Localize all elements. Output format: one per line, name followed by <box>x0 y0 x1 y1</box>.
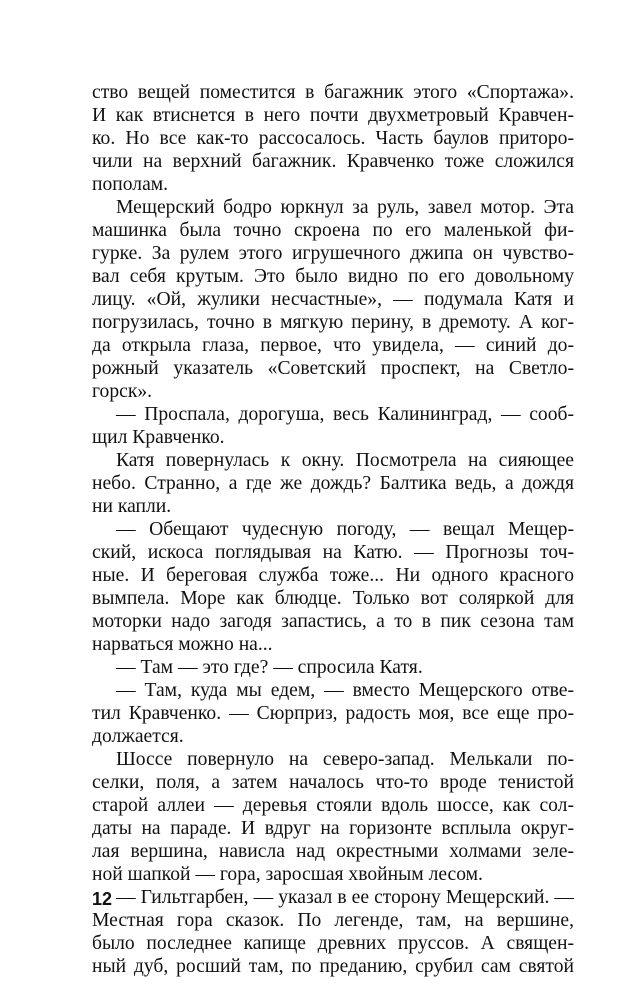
text-line: — Там — это где? — спросила Катя. <box>116 657 423 678</box>
text-line: вал себя крутым. Это было видно по его довольному <box>92 266 574 287</box>
text-line: ный дуб, росший там, по преданию, срубил сам святой <box>92 956 574 977</box>
text-line: — Проспала, дорогуша, весь Калининград, — сооб- <box>116 404 574 425</box>
text-line: ко. Но все как-то рассосалось. Часть баулов приторо- <box>92 128 574 149</box>
text-line: лая вершина, нависла над окрестными холмами зеле- <box>92 841 574 862</box>
text-line: — Там, куда мы едем, — вместо Мещерского отве- <box>116 680 574 701</box>
text-line: — Гильтгарбен, — указал в ее сторону Мещерский. — <box>116 887 574 908</box>
text-line: Шоссе повернуло на северо-запад. Мелькали по- <box>116 749 574 770</box>
text-line: ни капли. <box>92 496 172 517</box>
text-line: Катя повернулась к окну. Посмотрела на сияющее <box>116 450 574 471</box>
text-line: нарваться можно на... <box>92 634 273 655</box>
text-line: щил Кравченко. <box>92 427 225 448</box>
text-line: погрузилась, точно в мягкую перину, в дремоту. А ког- <box>92 312 574 333</box>
text-line: ский, искоса поглядывая на Катю. — Прогнозы точ- <box>92 542 574 563</box>
text-line: — Обещают чудесную погоду, — вещал Мещер- <box>116 519 574 540</box>
text-line: Местная гора сказок. По легенде, там, на вершине, <box>92 910 574 931</box>
page-text-block <box>92 81 574 978</box>
text-line: ство вещей поместится в багажник этого «Спортажа». <box>92 82 574 103</box>
page-number: 12 <box>92 889 113 909</box>
text-line: должается. <box>92 726 184 747</box>
text-line: селки, поля, а затем началось что-то вроде тенистой <box>92 772 574 793</box>
text-line: пополам. <box>92 174 169 195</box>
text-line: моторки надо загодя запастись, а то в пик сезона там <box>92 611 574 632</box>
text-line: горск». <box>92 381 153 402</box>
text-line: тил Кравченко. — Сюрприз, радость моя, все еще про- <box>92 703 574 724</box>
text-line: рожный указатель «Советский проспект, на Светло- <box>92 358 574 379</box>
text-line: лицу. «Ой, жулики несчастные», — подумала Катя и <box>92 289 574 310</box>
text-line: Мещерский бодро юркнул за руль, завел мотор. Эта <box>116 197 574 218</box>
text-line: небо. Странно, а где же дождь? Балтика ведь, а дождя <box>92 473 574 494</box>
text-line: ные. И береговая служба тоже... Ни одного красного <box>92 565 574 586</box>
text-line: вымпела. Море как блюдце. Только вот соляркой для <box>92 588 574 609</box>
text-line: гурке. За рулем этого игрушечного джипа он чувство- <box>92 243 574 264</box>
text-line: ной шапкой — гора, заросшая хвойным лесом. <box>92 864 483 885</box>
text-line: было последнее капище древних пруссов. А священ- <box>92 933 574 954</box>
text-line: машинка была точно скроена по его маленькой фи- <box>92 220 574 241</box>
text-line: да открыла глаза, первое, что увидела, — синий до- <box>92 335 574 356</box>
text-line: И как втиснется в него почти двухметровый Кравчен- <box>92 105 574 126</box>
text-line: даты на параде. И вдруг на горизонте всплыла округ- <box>92 818 574 839</box>
text-line: чили на верхний багажник. Кравченко тоже сложился <box>92 151 574 172</box>
text-line: старой аллеи — деревья стояли вдоль шоссе, как сол- <box>92 795 574 816</box>
